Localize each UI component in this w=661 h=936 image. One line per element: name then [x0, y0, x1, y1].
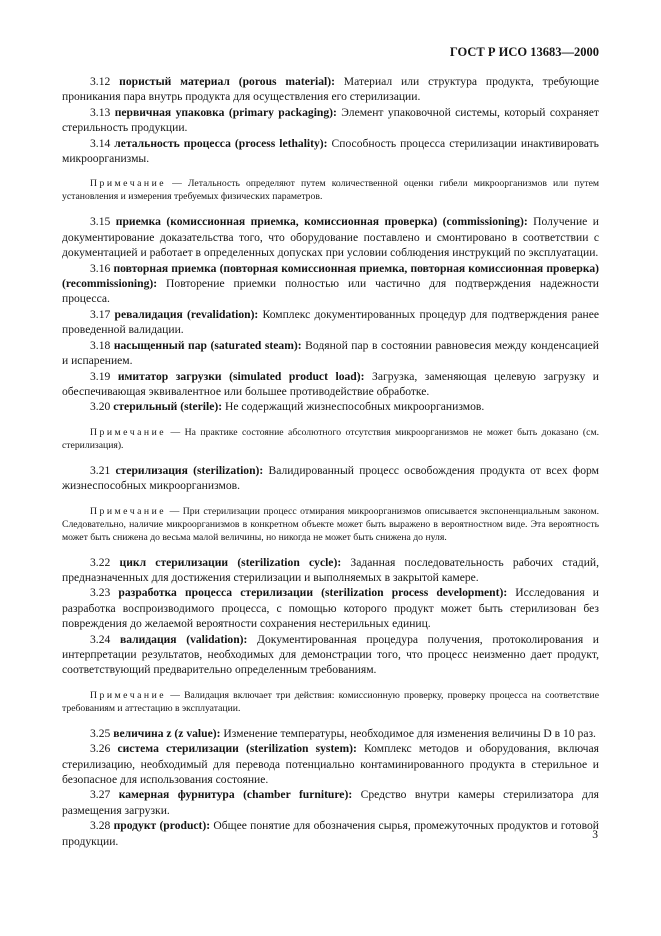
definition-3-14: 3.14 летальность процесса (process lethality): Способность процесса стерилизации инактивировать микроорганизмы.: [62, 136, 599, 166]
definition-3-13: 3.13 первичная упаковка (primary packaging): Элемент упаковочной системы, который сохраняет стерильность продукции.: [62, 105, 599, 135]
page-number: 3: [592, 829, 598, 841]
definition-3-25: 3.25 величина z (z value): Изменение температуры, необходимое для изменения величины D в 10 раз.: [90, 726, 596, 740]
term: повторная приемка (повторная комиссионная приемка, повторная комиссионная проверка) (recommissioning):: [62, 261, 599, 291]
term: валидация (validation):: [119, 632, 248, 646]
definition-3-17: 3.17 ревалидация (revalidation): Комплекс документированных процедур для подтверждения ранее проведенной валидации.: [62, 307, 599, 337]
term: стерильный (sterile):: [113, 400, 223, 414]
term: разработка процесса стерилизации (sterilization process development):: [118, 586, 508, 600]
note-lethality: Примечание — Летальность определяют путем количественной оценки гибели микроорганизмов или путем установления и измерения требуемых физических параметров.: [62, 178, 599, 203]
note-sterilization: Примечание — При стерилизации процесс отмирания микроорганизмов описывается экспоненциальным законом. Следовательно, наличие микроорганизмов в конкретном объекте может быть выражено в вероятностном виде. Эта вероятность может быть снижена до весьма малой величины, но никогда не может быть снижена до нуля.: [62, 505, 599, 543]
document-body: [62, 74, 599, 849]
term: приемка (комиссионная приемка, комиссионная проверка) (commissioning):: [115, 215, 528, 229]
definition-3-27: 3.27 камерная фурнитура (chamber furniture): Средство внутри камеры стерилизатора для размещения загрузки.: [62, 788, 599, 817]
note-sterile: Примечание — На практике состояние абсолютного отсутствия микроорганизмов не может быть доказано (см. стерилизация).: [62, 426, 599, 451]
term: система стерилизации (sterilization system):: [117, 742, 357, 756]
term: имитатор загрузки (simulated product load):: [117, 369, 365, 383]
note-validation: Примечание — Валидация включает три действия: комиссионную проверку, проверку процесса на соответствие требованиям и аттестацию в эксплуатации.: [62, 689, 599, 714]
definition-3-24: 3.24 валидация (validation): Документированная процедура получения, протоколирования и интерпретации результатов, необходимых для демонстрации того, что процесс неизменно дает продукт, соответствующий предварительно определенным требованиям.: [62, 632, 599, 677]
definition-3-28: 3.28 продукт (product): Общее понятие для обозначения сырья, промежуточных продуктов и готовой продукции.: [62, 819, 599, 848]
term: ревалидация (revalidation):: [114, 307, 259, 321]
definition-3-23: 3.23 разработка процесса стерилизации (sterilization process development): Исследования и разработка воспроизводимого процесса, с помощью которого продукт может быть стерилизован без повреждения до желаемой вероятности сохранения нестерильных единиц.: [62, 586, 599, 631]
definition-3-20: 3.20 стерильный (sterile): Не содержащий жизнеспособных микроорганизмов.: [90, 400, 485, 414]
term: насыщенный пар (saturated steam):: [113, 338, 302, 352]
term: камерная фурнитура (chamber furniture):: [118, 788, 353, 802]
term: цикл стерилизации (sterilization cycle):: [119, 555, 342, 569]
document-header: ГОСТ Р ИСО 13683—2000: [449, 45, 599, 59]
definition-3-18: 3.18 насыщенный пар (saturated steam): Водяной пар в состоянии равновесия между конденсацией и испарением.: [62, 338, 599, 368]
definition-3-12: 3.12 пористый материал (porous material): Материал или структура продукта, требующие проникания пара внутрь продукта для осуществления его стерилизации.: [62, 75, 599, 104]
term: величина z (z value):: [113, 726, 221, 740]
definition-3-22: 3.22 цикл стерилизации (sterilization cycle): Заданная последовательность рабочих стадий, предназначенных для достижения стерилизации и выполняемых в закрытой камере.: [62, 555, 600, 584]
term: продукт (product):: [113, 819, 211, 833]
term: пористый материал (porous material):: [119, 75, 335, 88]
term: стерилизация (sterilization):: [115, 463, 264, 477]
definition-3-16: 3.16 повторная приемка (повторная комиссионная приемка, повторная комиссионная проверка) (recommissioning): Повторение приемки полностью или частично для подтверждения надежности процесса.: [62, 261, 599, 306]
term: летальность процесса (process lethality):: [114, 136, 328, 150]
definition-3-19: 3.19 имитатор загрузки (simulated product load): Загрузка, заменяющая целевую загрузку и обеспечивающая эквивалентное или большее противодействие обработке.: [62, 369, 600, 398]
definition-3-15: 3.15 приемка (комиссионная приемка, комиссионная проверка) (commissioning): Получение и документирование доказательства того, что оборудование поставлено и смонтировано в соответствии с документацией и работает в определенных допусках при условии соблюдения инструкций по эксплуатации.: [62, 215, 599, 260]
definition-3-26: 3.26 система стерилизации (sterilization system): Комплекс методов и оборудования, включая стерилизацию, необходимый для перевода потенциально контаминированного продукта в стерильное и безопасное для использования состояние.: [62, 742, 599, 786]
term: первичная упаковка (primary packaging):: [114, 105, 337, 119]
definition-3-21: 3.21 стерилизация (sterilization): Валидированный процесс освобождения продукта от всех форм жизнеспособных микроорганизмов.: [62, 463, 599, 493]
